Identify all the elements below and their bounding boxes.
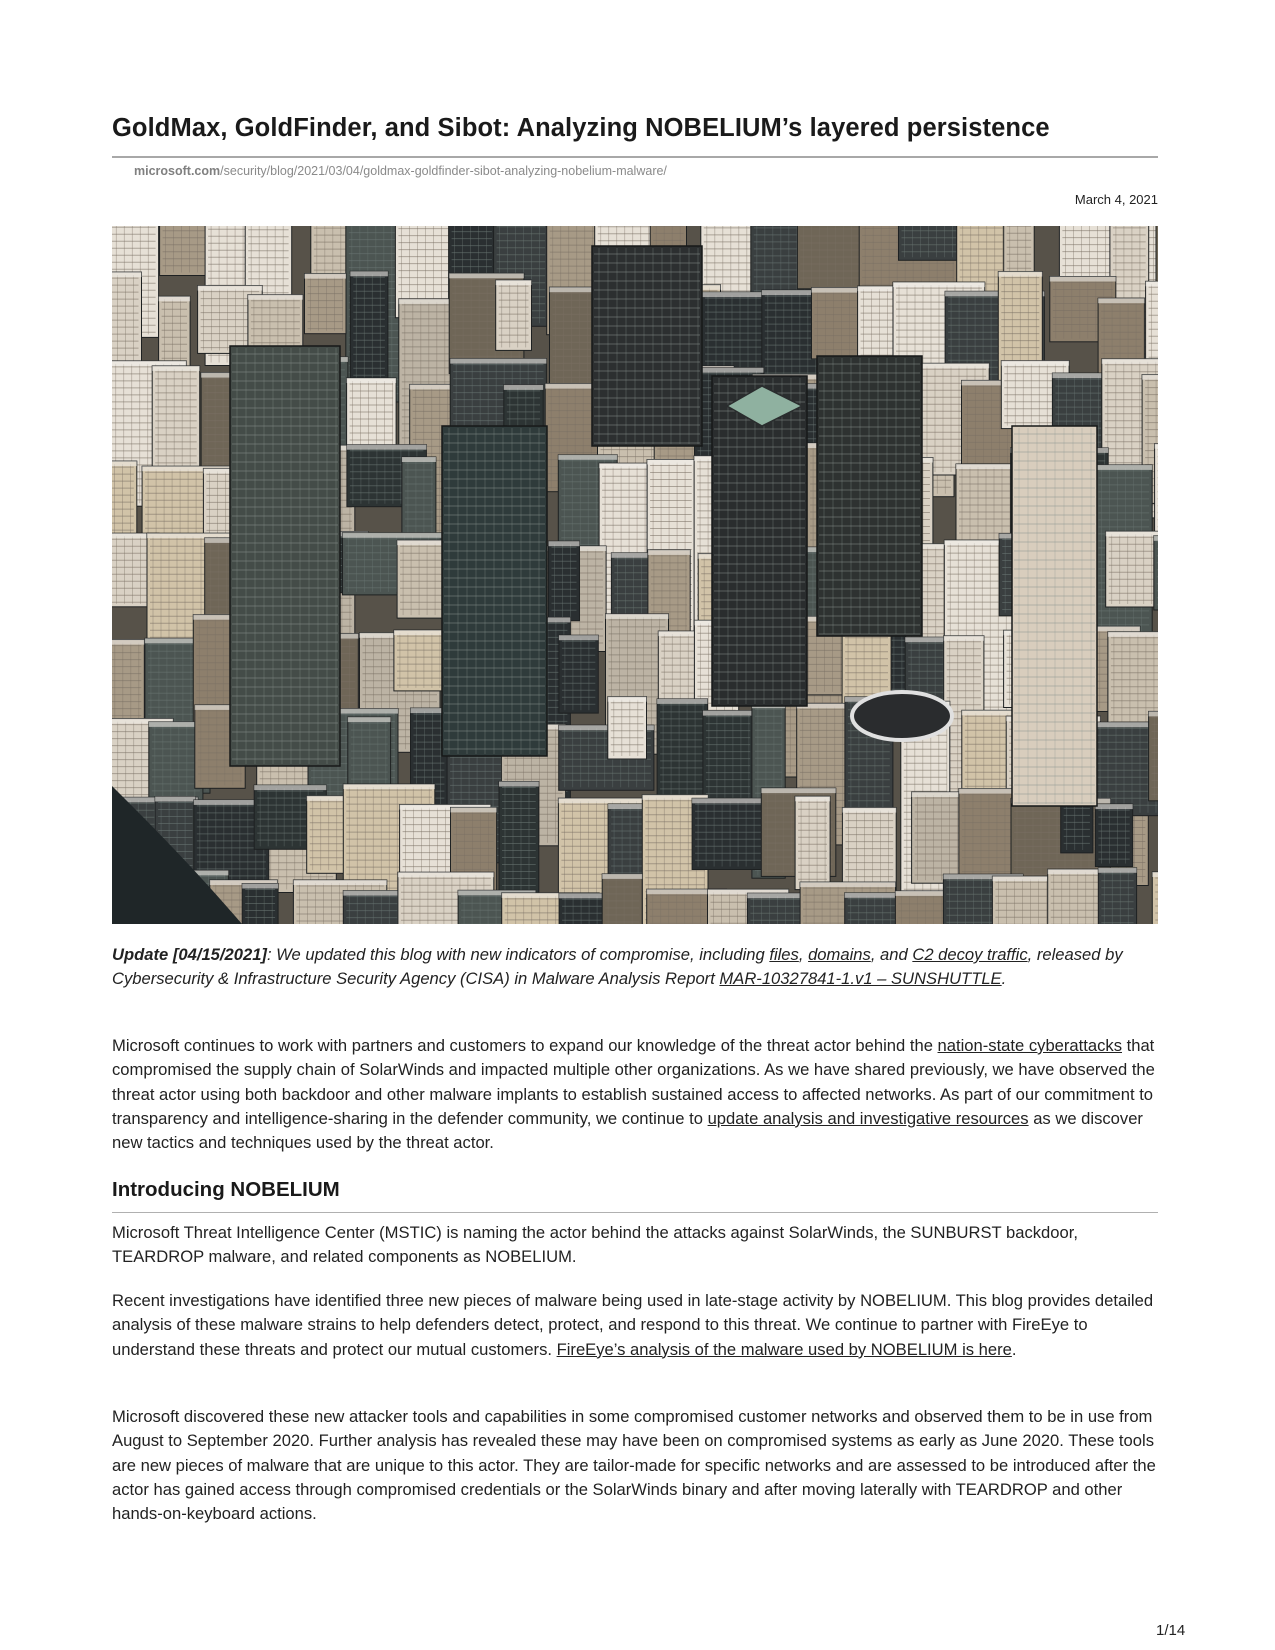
publish-date: March 4, 2021: [1074, 192, 1158, 207]
mstic-paragraph: Microsoft Threat Intelligence Center (MSTIC) is naming the actor behind the attacks against SolarWinds, the SUNBURST backdoor, TEARDROP malware, and related components as NOBELIUM.: [112, 1223, 1078, 1267]
intro-paragraph: Microsoft continues to work with partners and customers to expand our knowledge of the threat actor behind the nation-state cyberattacks that compromised the supply chain of SolarWinds and impacted multiple other organizations. As we have shared previously, we have observed the threat actor using both backdoor and other malware implants to establish sustained access to affected networks. As part of our commitment to transparency and intelligence-sharing in the defender community, we continue to update analysis and investigative resources as we discover new tactics and techniques used by the threat actor.: [112, 1036, 1155, 1153]
url-path: /security/blog/2021/03/04/goldmax-goldfinder-sibot-analyzing-nobelium-malware/: [220, 164, 667, 178]
investigation-paragraph: Recent investigations have identified three new pieces of malware being used in late-stage activity by NOBELIUM. This blog provides detailed analysis of these malware strains to help defenders detect, protect, and respond to this threat. We continue to partner with FireEye to understand these threats and protect our mutual customers. FireEye’s analysis of the malware used by NOBELIUM is here.: [112, 1291, 1154, 1359]
discovery-paragraph: Microsoft discovered these new attacker tools and capabilities in some compromised customer networks and observed them to be in use from August to September 2020. Further analysis has revealed these may have been on compromised systems as early as June 2020. These tools are new pieces of malware that are unique to this actor. They are tailor-made for specific networks and are assessed to be introduced after the actor has gained access through compromised credentials or the SolarWinds binary and after moving laterally with TEARDROP and other hands-on-keyboard actions.: [112, 1407, 1156, 1524]
section-heading: Introducing NOBELIUM: [112, 1178, 340, 1201]
hero-image-city-aerial: [112, 226, 1158, 924]
section-divider: [112, 1212, 1158, 1213]
update-note: Update [04/15/2021]: We updated this blog with new indicators of compromise, including files, domains, and C2 decoy traffic, released by Cybersecurity & Infrastructure Security Agency (CISA) in Malware Analysis Report MAR-10327841-1.v1 – SUNSHUTTLE.: [112, 945, 1123, 989]
source-url[interactable]: [134, 164, 667, 178]
link-update-analysis[interactable]: update analysis and investigative resources: [707, 1108, 1029, 1128]
link-nation-state-cyberattacks[interactable]: nation-state cyberattacks: [937, 1036, 1122, 1055]
page-number: 1/14: [1156, 1622, 1186, 1639]
update-label: Update [04/15/2021]: [112, 945, 267, 964]
link-fireeye-analysis[interactable]: FireEye’s analysis of the malware used by NOBELIUM is here: [556, 1339, 1012, 1359]
link-domains[interactable]: domains: [808, 945, 871, 964]
title-divider: [112, 156, 1158, 158]
link-mar-report[interactable]: MAR-10327841-1.v1 – SUNSHUTTLE: [719, 969, 1002, 989]
article-title: GoldMax, GoldFinder, and Sibot: Analyzing NOBELIUM’s layered persistence: [112, 114, 1050, 142]
link-c2-decoy-traffic[interactable]: C2 decoy traffic: [912, 945, 1028, 964]
url-domain: microsoft.com: [134, 164, 221, 178]
link-files[interactable]: files: [769, 945, 799, 964]
